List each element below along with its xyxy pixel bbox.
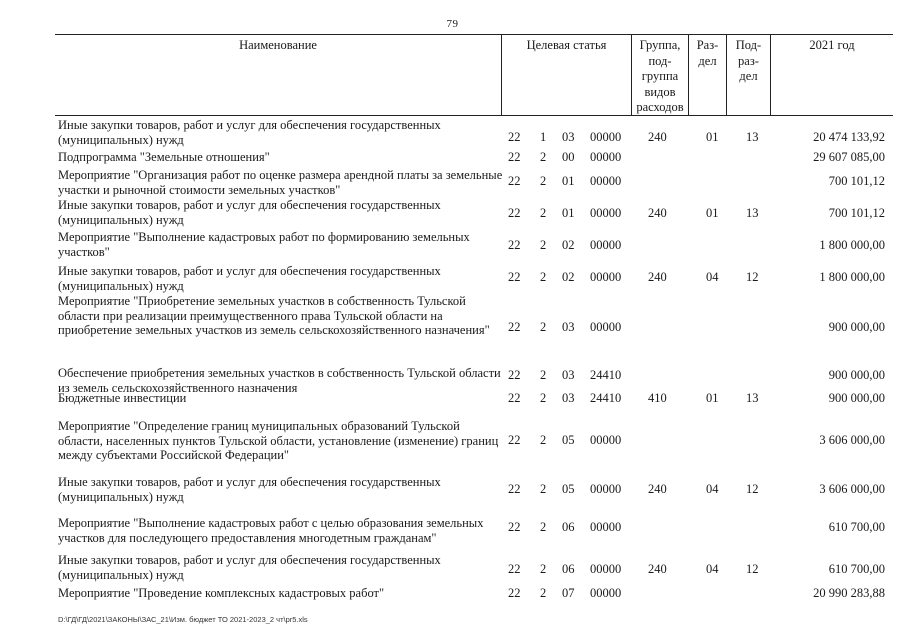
row-name: Иные закупки товаров, работ и услуг для обеспечения государственных (муниципальных) нужд [58,264,441,293]
row-name: Мероприятие "Проведение комплексных кадастровых работ" [58,586,385,600]
row-amount: 1 800 000,00 [819,238,885,252]
row-code-1: 22 [508,174,521,188]
row-group: 240 [648,270,667,284]
row-amount: 3 606 000,00 [819,482,885,496]
row-code-2: 2 [540,391,547,405]
row-code-3: 07 [562,586,575,600]
row-code-2: 2 [540,174,547,188]
row-name: Иные закупки товаров, работ и услуг для обеспечения государственных (муниципальных) нужд [58,553,441,582]
row-code-3: 03 [562,368,575,382]
row-code-1: 22 [508,150,521,164]
row-amount: 900 000,00 [828,391,885,405]
row-code-4: 00000 [590,320,622,334]
row-code-1: 22 [508,433,521,447]
row-section: 01 [706,206,719,220]
row-code-1: 22 [508,270,521,284]
header-subsection: Под- раз- дел [727,35,771,115]
row-name: Бюджетные инвестиции [58,391,187,405]
row-group: 240 [648,482,667,496]
row-name: Иные закупки товаров, работ и услуг для обеспечения государственных (муниципальных) нужд [58,198,441,227]
row-code-1: 22 [508,130,521,144]
row-code-4: 00000 [590,482,622,496]
header-target-article: Целевая статья [502,35,632,115]
header-section: Раз- дел [689,35,727,115]
row-code-4: 00000 [590,562,622,576]
row-code-4: 00000 [590,520,622,534]
row-amount: 900 000,00 [828,368,885,382]
row-subsection: 12 [746,482,759,496]
row-code-3: 05 [562,482,575,496]
row-code-2: 2 [540,206,547,220]
row-code-1: 22 [508,562,521,576]
row-amount: 29 607 085,00 [813,150,885,164]
row-amount: 20 990 283,88 [813,586,885,600]
row-amount: 3 606 000,00 [819,433,885,447]
row-code-1: 22 [508,520,521,534]
header-year: 2021 год [809,38,855,52]
row-section: 04 [706,482,719,496]
table-header [55,34,893,116]
row-code-1: 22 [508,586,521,600]
row-code-2: 1 [540,130,547,144]
row-amount: 700 101,12 [828,174,885,188]
row-code-2: 2 [540,482,547,496]
row-group: 240 [648,206,667,220]
row-subsection: 12 [746,562,759,576]
row-amount: 1 800 000,00 [819,270,885,284]
row-code-4: 00000 [590,130,622,144]
row-subsection: 12 [746,270,759,284]
row-code-3: 06 [562,520,575,534]
row-code-2: 2 [540,586,547,600]
row-name: Мероприятие "Приобретение земельных участков в собственность Тульской области при реализации преимущественного права Тульской области на приобретение земельных участков из земель сельскохозяйственного назначения" [58,294,490,337]
row-code-2: 2 [540,150,547,164]
row-code-3: 00 [562,150,575,164]
row-subsection: 13 [746,206,759,220]
row-amount: 700 101,12 [828,206,885,220]
row-code-3: 06 [562,562,575,576]
row-code-2: 2 [540,320,547,334]
row-code-4: 00000 [590,433,622,447]
row-name: Мероприятие "Организация работ по оценке размера арендной платы за земельные участки и рыночной стоимости земельных участков" [58,168,503,197]
header-group: Группа, под- группа видов расходов [632,35,689,115]
row-section: 04 [706,270,719,284]
row-code-1: 22 [508,206,521,220]
row-code-1: 22 [508,238,521,252]
row-subsection: 13 [746,391,759,405]
row-name: Иные закупки товаров, работ и услуг для обеспечения государственных (муниципальных) нужд [58,475,441,504]
row-code-3: 03 [562,391,575,405]
row-code-4: 00000 [590,206,622,220]
row-code-2: 2 [540,238,547,252]
row-amount: 610 700,00 [828,562,885,576]
row-code-3: 03 [562,130,575,144]
row-section: 01 [706,130,719,144]
row-code-2: 2 [540,562,547,576]
row-code-4: 24410 [590,391,622,405]
row-code-3: 05 [562,433,575,447]
row-code-3: 01 [562,206,575,220]
row-section: 01 [706,391,719,405]
row-group: 240 [648,562,667,576]
row-code-2: 2 [540,520,547,534]
row-name: Мероприятие "Выполнение кадастровых работ по формированию земельных участков" [58,230,470,259]
row-amount: 900 000,00 [828,320,885,334]
row-code-4: 00000 [590,174,622,188]
footer-file-path: D:\ГД\ГД\2021\ЗАКОНЫ\ЗАС_21\Изм. бюджет ТО 2021-2023_2 чт\pr5.xls [58,615,308,624]
row-code-4: 24410 [590,368,622,382]
row-code-4: 00000 [590,150,622,164]
row-code-4: 00000 [590,270,622,284]
row-amount: 610 700,00 [828,520,885,534]
row-group: 240 [648,130,667,144]
page-number: 79 [446,18,459,30]
row-code-4: 00000 [590,586,622,600]
row-name: Мероприятие "Выполнение кадастровых работ с целью образования земельных участков для последующего предоставления многодетным гражданам" [58,516,484,545]
row-code-3: 01 [562,174,575,188]
row-amount: 20 474 133,92 [813,130,885,144]
row-code-3: 03 [562,320,575,334]
row-code-3: 02 [562,270,575,284]
row-code-1: 22 [508,320,521,334]
row-code-1: 22 [508,482,521,496]
row-section: 04 [706,562,719,576]
row-name: Обеспечение приобретения земельных участков в собственность Тульской области из земель сельскохозяйственного назначения [58,366,501,395]
row-code-2: 2 [540,270,547,284]
row-code-2: 2 [540,368,547,382]
row-name: Подпрограмма "Земельные отношения" [58,150,270,164]
header-name: Наименование [55,35,502,115]
row-name: Иные закупки товаров, работ и услуг для обеспечения государственных (муниципальных) нужд [58,118,441,147]
row-code-2: 2 [540,433,547,447]
row-code-1: 22 [508,391,521,405]
row-code-4: 00000 [590,238,622,252]
row-group: 410 [648,391,667,405]
row-subsection: 13 [746,130,759,144]
row-code-1: 22 [508,368,521,382]
row-name: Мероприятие "Определение границ муниципальных образований Тульской области, населенных пунктов Тульской области, установление (изменение) границ между субъектами Российской Федерации" [58,419,499,462]
row-code-3: 02 [562,238,575,252]
